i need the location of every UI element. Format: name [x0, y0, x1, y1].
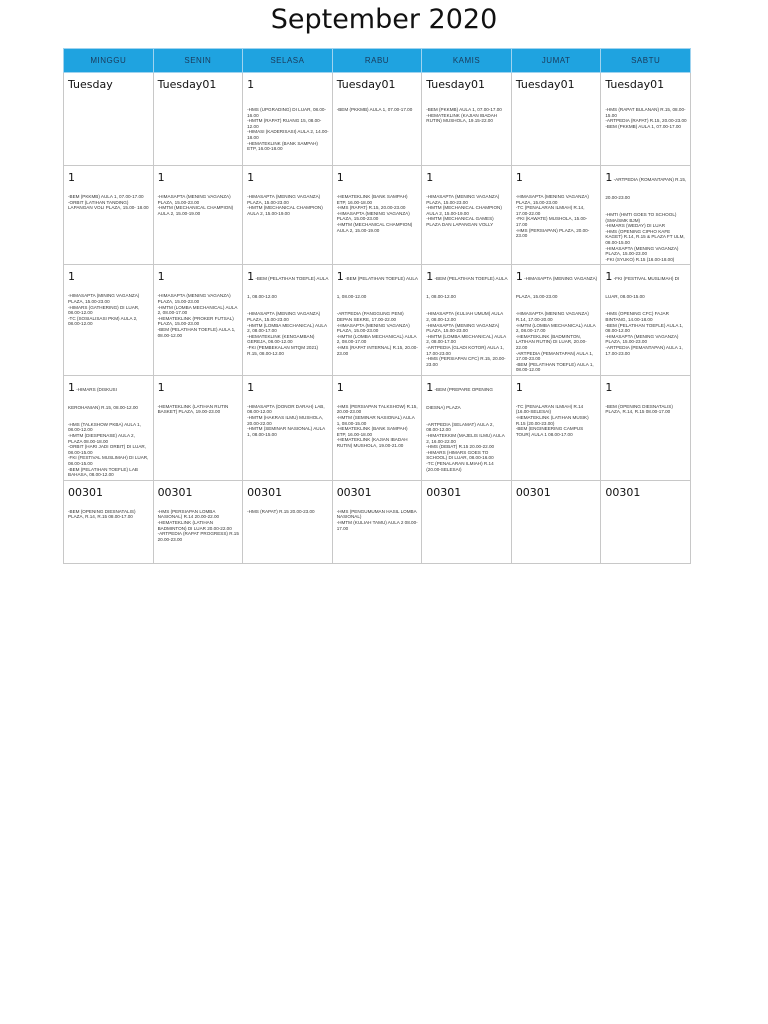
day-cell[interactable]	[422, 480, 512, 563]
header-minggu: MINGGU	[64, 49, 154, 73]
day-number: 1	[247, 171, 255, 184]
day-header	[605, 378, 687, 396]
day-cell[interactable]	[332, 166, 422, 265]
event-list: -HMS (OPENING CFC) FAJAR BINTANG, 14.00-18.00 -BEM (PELATIHAN TOEFLE) AULA 1, 08.00-12.00 -HIMASAPTA (MENING VAGANZA) PLAZA, 15.00-23.00 -ARTPEDIA (PEMANTAPAN) AULA 1, 17.00-23.00	[605, 311, 684, 356]
day-number: 00301	[605, 485, 641, 499]
day-cell[interactable]	[243, 73, 333, 166]
day-cell[interactable]	[243, 265, 333, 376]
day-number: 1	[426, 270, 434, 284]
day-number: 1	[68, 380, 75, 394]
event-list: -HMS (RAPAT BULANAN) R.15, 08.00-15.00 -ARTPEDIA (RAPAT) R.15, 20.00-23.00 -BEM (PKKMB) AULA 1, 07.00-17.00	[605, 107, 687, 129]
day-number: 1	[157, 270, 165, 284]
day-number: Tuesday01	[605, 78, 665, 91]
day-header	[158, 168, 240, 186]
event-list: -HMS (TALKSHOW PKBA) AULA 1, 08.00-12.00 -HMTM (DIESPENASE) AULA 2, PLAZA 08.00-18.00 -ORBIT (HARI JADI ORBIT) DI LUAR, 08.00-15.00 -FKI (FESTIVAL MUSLIMAH) DI LUAR, 08.00-15.00 -BEM (PELATIHAN TOEFLE) LAB BAHASA, 08.00-12.00	[68, 421, 149, 478]
day-number: 1	[247, 380, 255, 394]
day-number: 1	[336, 171, 344, 184]
event-inline: -BEM (PELATIHAN TOEFLE) AULA 1, 08.00-12.00	[426, 276, 508, 300]
event-list: -HIMASAPTA (MENING VAGANZA) PLAZA, 15.00-23.00 -HMTM (LOMBA MECHANICAL) AULA 2, 08.00-17.00 -HEMATEKLINK (KENGAMBAN) GEREJA, 08.00-12.00 -FKI (PEMBEKALAN MTQM 2021) R.15, 08.00-12.00	[247, 311, 327, 356]
event-list: -HMS (PERSIAPAN TALKSHOW) R.15, 20.00-23.00 -HMTM (SEMINAR NASIONAL) AULA 1, 08.00-15.00 -HEMATEKLINK (BANK SAMPAH) ETP, 16.00-18.00 -HEMATEKLINK (KAJIAN IBADAH RUTIN) MUSHOLA, 19.00-21.00	[336, 403, 418, 449]
event-inline: -ARTPEDIA (ROMANTAPAN) R.15, 20.00-23.00	[605, 177, 687, 200]
day-cell[interactable]	[422, 166, 512, 265]
event-list: -HIMASAPTA (MINING VAGANZA) PLAZA, 15.00-23.00 -HIMARS (GATHERING) DI LUAR, 08.00-12.00 -TC (SOSIALISASI PKM) AULA 2, 08.00-12.00	[68, 293, 140, 327]
calendar-table	[63, 48, 691, 564]
event-list: -HIMASAPTA (MENING VAGANZA) PLAZA, 15.00-23.00 -HMTM (MECHANICAL CHAMPION) AULA 2, 15.00-19.00	[157, 194, 234, 216]
week-row	[64, 73, 691, 166]
event-list: -HMTI (HMTI GOES TO SCHOOL) (SMA/SMK BJM) -HIMARS (WEDAY) DI LUAR -HMS (OPENING CIPHO KAFE KAGET) R.14, R.15 & PLAZA FT ULM, 08.00-15.00 -HIMASAPTA (MENING VAGANZA) PLAZA, 15.00-23.00 -FKI (SYUKO) R.15 (16.00-18.00)	[605, 212, 685, 262]
event-list: -HIMASAPTA (MENING VAGANZA) R.14, 17.00-20.00 -HMTM (LOMBA MECHANICAL) AULA 2, 08.00-17.00 -HEMATEKLINK (BADMINTON, LATIHAN RUTIN) DI LUAR, 20.00-22.00 -ARTPEDIA (PEMANTAPAN) AULA 1, 17.00-23.00 -BEM (PELATIHAN TOEFLE) AULA 1, 08.00-12.00	[515, 311, 596, 373]
day-number: 1	[605, 380, 613, 394]
event-inline: -FKI (FESTIVAL MUSLIMAH) DI LUAR, 08.00-15.00	[605, 276, 680, 300]
event-inline: -BEM (PELATIHAN TOEFLE) AULA 1, 08.00-12.00	[336, 276, 418, 300]
day-cell[interactable]	[64, 375, 154, 480]
header-kamis: KAMIS	[422, 49, 512, 73]
day-header	[426, 483, 508, 501]
day-cell[interactable]	[511, 73, 601, 166]
week-row	[64, 265, 691, 376]
header-selasa: SELASA	[243, 49, 333, 73]
event-list: -HIMASAPTA (KULIAH UMUM) AULA 2, 08.00-12.00 -HIMASAPTA (MENING VAGANZA) PLAZA, 15.00-23.00 -HMTM (LOMBA MECHANICAL) AULA 2, 08.00-17.00 -ARTPEDIA (GLADI KOTOR) AULA 1, 17.00-23.00 -HMS (PERSIAPAN CFC) R.15, 20.00-23.00	[426, 311, 506, 367]
event-list: -HMS (PERSIAPAN LOMBA NASIONAL) R.14 20.00-22.00 -HEMATEKLINK (LATIHAN BADMINTON) DI LUAR 20.00-22.00 -ARTPEDIA (RAPAT PROGRESS) R.15 20.00-23.00	[157, 508, 239, 542]
event-inline: -BEM (PELATIHAN TOEFLE) AULA 1, 08.00-12.00	[247, 276, 329, 300]
day-cell[interactable]	[511, 375, 601, 480]
header-rabu: RABU	[332, 49, 422, 73]
event-list: -BEM (OPENING DIESNATALIS) PLAZA, R.14, R.15 08.00-17.00	[605, 403, 673, 415]
event-list: -HIMASAPTA (MENING VAGANZA) PLAZA, 15.00-23.00 -HMTM (MECHANICAL CHAMPION) AULA 2, 15.00-19.00 -HMTM (MECHANICAL GAMES) PLAZA DAN LAPANGAN VOLLY	[426, 194, 502, 227]
day-cell[interactable]	[332, 375, 422, 480]
day-cell[interactable]	[422, 265, 512, 376]
day-cell[interactable]	[153, 265, 243, 376]
day-number: 00301	[336, 485, 372, 499]
event-inline: -HIMARS (DISKUSI KEROHANIAN) R.15, 08.00-12.00	[68, 386, 138, 410]
day-number: 00301	[515, 485, 551, 499]
header-jumat: JUMAT	[511, 49, 601, 73]
day-number: 1	[336, 380, 344, 394]
day-cell[interactable]	[243, 375, 333, 480]
day-header	[426, 378, 508, 414]
day-number: 1	[515, 270, 523, 284]
event-list: -HEMATEKLINK (BANK SAMPAH) ETP, 16.00-18.00 -HMS (RAPAT) R.15, 20.00-23.00 -HIMASAPTA (MENING VAGANZA) PLAZA, 15.00-23.00 -HMTM (MECHANICAL CHAMPION) AULA 2, 15.00-19.00	[336, 194, 413, 233]
day-number: 1	[605, 270, 613, 284]
day-header	[68, 75, 150, 93]
day-number: 1	[157, 380, 165, 394]
day-header	[426, 75, 508, 93]
day-number: 1	[157, 171, 165, 184]
day-number: Tuesday01	[336, 78, 396, 91]
day-header	[247, 75, 329, 93]
day-header	[247, 483, 329, 501]
day-header	[68, 483, 150, 501]
day-number: 00301	[68, 485, 103, 499]
day-number: 00301	[247, 485, 283, 499]
day-number: 1	[426, 380, 434, 394]
day-number: 1	[247, 78, 255, 91]
day-cell[interactable]	[332, 265, 422, 376]
day-cell[interactable]	[64, 480, 154, 563]
day-header	[337, 483, 419, 501]
day-cell[interactable]	[601, 73, 691, 166]
day-header	[605, 75, 687, 93]
day-cell[interactable]	[64, 166, 154, 265]
event-list: -TC (PENALARAN ILMIAH) R.14 (16.00-SELESAI) -HEMATEKLINK (LATIHAN MUSIK) R.15 (20.00-23.00) -BEM (ENGINEERING CAMPUS TOUR) AULA 1 08.00-17.00	[515, 403, 589, 437]
day-header	[247, 267, 329, 303]
day-header	[68, 267, 150, 285]
day-header	[247, 168, 329, 186]
event-list: -ARTPEDIA (SELAMAT) AULA 2, 08.00-12.00 -HIMATEKKIM (MAJELIS ILMU) AULA 2, 16.00-22.00 -HMS (DEBAT) R.15 20.00-22.00 -HIMARS (HIMARS GOES TO SCHOOL) DI LUAR, 08.00-16.00 -TC (PENALARAN ILMIAH) R.14 (20.00-SELESAI)	[426, 421, 505, 472]
event-list: -HIMASAPTA (DONOR DARAH) LAB, 08.00-12.00 -HMTM (HAKRAS ILMU) MUSHOLA, 20.00-22.00 -HMTM (SEMINAR NASIONAL) AULA 1, 08.00-15.00	[247, 403, 325, 437]
day-header	[516, 267, 598, 303]
event-list: -HMS (PENGUMUMAN HASIL LOMBA NASIONAL) -HMTM (KULIAH TAMU) AULA 2 08.00-17.00	[336, 508, 418, 531]
day-header	[158, 483, 240, 501]
week-row	[64, 166, 691, 265]
day-cell[interactable]	[511, 480, 601, 563]
event-inline: -HIMASAPTA (MENING VAGANZA) PLAZA, 15.00-23.00	[515, 276, 598, 300]
day-number: Tuesday	[68, 78, 113, 91]
event-list: -ARTPEDIA (PANGGUNG PENI) DEPAN SEKRE, 17.00-22.00 -HIMASAPTA (MENING VAGANZA) PLAZA, 15.00-23.00 -HMTM (LOMBA MECHANICAL) AULA 2, 08.00-17.00 -HMS (RAPAT INTERNAL) R.15, 20.00-23.00	[336, 311, 418, 356]
day-header	[68, 378, 150, 414]
event-list: -BEM (PKKMB) AULA 1, 07.00-17.00 -ORBIT (LATIHAN TANDING) LAPANGAN VOLI PLAZA, 15.00- 18.00	[68, 194, 149, 211]
day-number: 1	[336, 270, 344, 284]
day-cell[interactable]	[153, 480, 243, 563]
day-header	[605, 267, 687, 303]
day-number: 1	[68, 270, 75, 284]
event-list: -HIMASAPTA (MENING VAGANZA) PLAZA, 15.00-23.00 -HMTM (MECHANICAL CHAMPION) AULA 2, 15.00-19.00	[247, 194, 323, 216]
event-list: -BEM (PKKMB) AULA 1, 07.00-17.00	[336, 107, 413, 112]
day-header	[337, 75, 419, 93]
day-cell[interactable]	[153, 166, 243, 265]
day-cell[interactable]	[153, 73, 243, 166]
day-header	[337, 378, 419, 396]
event-inline: -BEM (PREPARE OPENING DIESNA) PLAZA	[426, 386, 493, 410]
calendar-title: September 2020	[270, 4, 498, 35]
day-header	[158, 267, 240, 285]
day-cell[interactable]	[153, 375, 243, 480]
day-header	[605, 483, 687, 501]
day-cell[interactable]	[511, 166, 601, 265]
day-number: Tuesday01	[426, 78, 485, 91]
day-cell[interactable]	[332, 480, 422, 563]
day-cell[interactable]	[243, 480, 333, 563]
day-cell[interactable]	[601, 265, 691, 376]
day-number: 1	[68, 171, 75, 184]
day-number: 1	[426, 171, 434, 184]
day-header	[516, 168, 598, 186]
day-cell[interactable]	[601, 166, 691, 265]
day-cell[interactable]	[601, 480, 691, 563]
event-list: -HMS (RAPAT) R.15 20.00-23.00	[247, 508, 315, 514]
day-number: 1	[605, 171, 613, 184]
day-header	[337, 267, 419, 303]
day-number: Tuesday01	[515, 78, 575, 91]
day-number: 00301	[157, 485, 193, 499]
day-number: 00301	[426, 485, 462, 499]
day-number: 1	[515, 171, 523, 184]
day-header	[605, 168, 687, 204]
event-list: -HMS (UPGRADING) DI LUAR, 08.00-16.00 -HMTM (RAPAT) RUANG 15, 08.00-12.00 -HIMASI (KADERISASI) AULA 2, 14.00-18.00 -HEMATEKLINK (BANK SAMPAH) ETP, 16.00-18.00	[247, 107, 329, 152]
day-cell[interactable]	[422, 375, 512, 480]
day-cell[interactable]	[422, 73, 512, 166]
header-senin: SENIN	[153, 49, 243, 73]
day-header	[337, 168, 419, 186]
event-list: -BEM (PKKMB) AULA 1, 07.00-17.00 -HEMATEKLINK (KAJIAN IBADAH RUTIN) MUSHOLA, 19.15-22.00	[426, 107, 502, 124]
day-cell[interactable]	[243, 166, 333, 265]
event-list: -HIMASAPTA (MENING VAGANZA) PLAZA, 15.00-23.00 -TC (PENALARAN ILMIAH) R.14, 17.00-22.00 -FKI (KAWATE) MUSHOLA, 15.00-17.00 -HMS (PERSIAPAN) PLAZA, 20.00-23.00	[515, 194, 590, 239]
day-header	[516, 483, 598, 501]
week-row	[64, 480, 691, 563]
event-list: -BEM (OPENING DIESNATALIS) PLAZA, R.14, R.15 08.00-17.00	[68, 508, 136, 520]
day-number: 1	[515, 380, 523, 394]
day-number: Tuesday01	[157, 78, 217, 91]
day-header	[516, 75, 598, 93]
day-header	[516, 378, 598, 396]
day-cell[interactable]	[64, 73, 154, 166]
day-header	[426, 267, 508, 303]
event-list: -HIMASAPTA (MENING VAGANZA) PLAZA, 15.00-23.00 -HMTM (LOMBA MECHANICAL) AULA 2, 08.00-17.00 -HEMATEKLINK (PROKER FUTSAL) PLAZA, 15.00-23.00 -BEM (PELATIHAN TOEFLE) AULA 1, 08.00-12.00	[157, 293, 238, 338]
day-cell[interactable]	[601, 375, 691, 480]
day-header	[247, 378, 329, 396]
day-header	[426, 168, 508, 186]
header-sabtu: SABTU	[601, 49, 691, 73]
day-header	[158, 378, 240, 396]
day-number: 1	[247, 270, 255, 284]
event-list: -HEMATEKLINK (LATIHAN RUTIN BASKET) PLAZA, 19.00-23.00	[157, 403, 229, 415]
day-header	[68, 168, 150, 186]
day-header	[158, 75, 240, 93]
day-cell[interactable]	[511, 265, 601, 376]
day-cell[interactable]	[332, 73, 422, 166]
week-row	[64, 375, 691, 480]
header-row	[64, 49, 691, 73]
day-cell[interactable]	[64, 265, 154, 376]
